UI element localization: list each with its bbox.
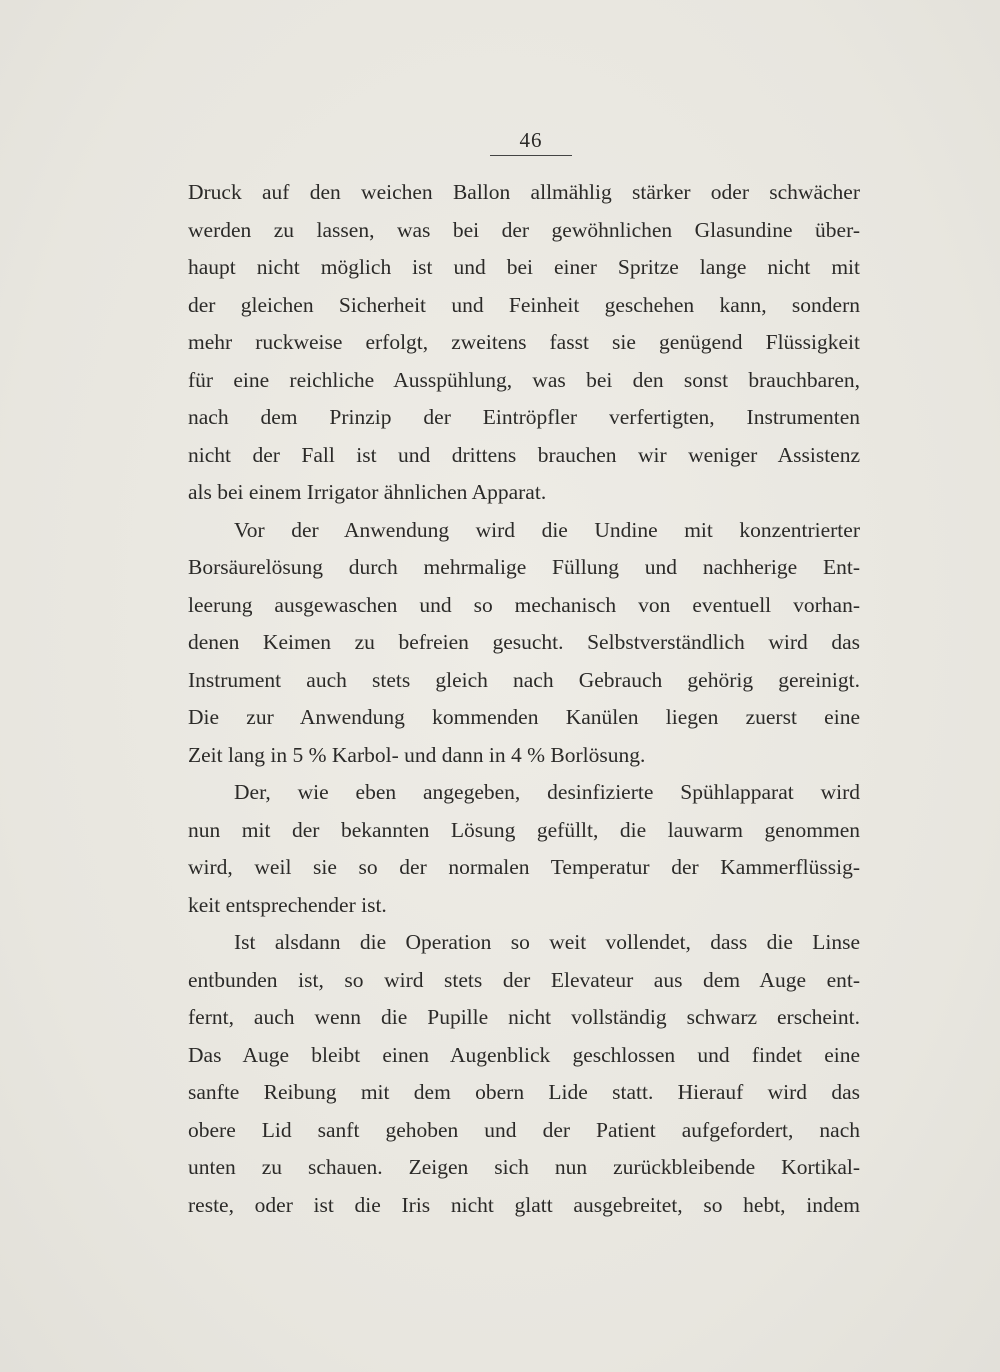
text-line: Zeit lang in 5 % Karbol- und dann in 4 % Borlösung. [188, 742, 646, 767]
text-line: der gleichen Sicherheit und Feinheit geschehen kann, sondern [188, 292, 860, 317]
text-line: Borsäurelösung durch mehrmalige Füllung und nachherige Ent- [188, 555, 860, 579]
text-line: reste, oder ist die Iris nicht glatt ausgebreitet, so hebt, indem [188, 1192, 860, 1217]
text-line: fernt, auch wenn die Pupille nicht vollständig schwarz erscheint. [188, 1005, 860, 1029]
text-line: sanfte Reibung mit dem obern Lide statt. Hierauf wird das [188, 1080, 860, 1104]
text-line: mehr ruckweise erfolgt, zweitens fasst sie genügend Flüssigkeit [188, 330, 860, 354]
text-line: haupt nicht möglich ist und bei einer Spritze lange nicht mit [188, 255, 860, 279]
text-line: Vor der Anwendung wird die Undine mit konzentrierter [234, 517, 860, 542]
text-line: Druck auf den weichen Ballon allmählig stärker oder schwächer [188, 180, 860, 204]
paragraph [188, 924, 860, 1224]
text-line: nun mit der bekannten Lösung gefüllt, die lauwarm genommen [188, 817, 860, 842]
text-line: leerung ausgewaschen und so mechanisch von eventuell vorhan- [188, 592, 860, 617]
text-line: Der, wie eben angegeben, desinfizierte Spühlapparat wird [234, 780, 860, 804]
text-line: denen Keimen zu befreien gesucht. Selbstverständlich wird das [188, 630, 860, 654]
text-line: für eine reichliche Ausspühlung, was bei den sonst brauchbaren, [188, 367, 860, 392]
text-line: entbunden ist, so wird stets der Elevateur aus dem Auge ent- [188, 967, 860, 992]
text-line: wird, weil sie so der normalen Temperatur der Kammerflüssig- [188, 855, 860, 879]
text-line: nicht der Fall ist und drittens brauchen wir weniger Assistenz [188, 442, 860, 467]
paragraph [188, 174, 860, 512]
page-number: 46 [519, 128, 543, 152]
text-line: nach dem Prinzip der Eintröpfler verfertigten, Instrumenten [188, 405, 860, 429]
text-line: obere Lid sanft gehoben und der Patient aufgefordert, nach [188, 1117, 860, 1142]
paragraph [188, 774, 860, 924]
body-text [188, 174, 860, 1224]
text-line: als bei einem Irrigator ähnlichen Apparat. [188, 480, 547, 504]
text-line: Instrument auch stets gleich nach Gebrauch gehörig gereinigt. [188, 667, 860, 692]
text-line: Die zur Anwendung kommenden Kanülen liegen zuerst eine [188, 705, 860, 729]
text-line: Ist alsdann die Operation so weit vollendet, dass die Linse [234, 930, 860, 954]
text-line: keit entsprechender ist. [188, 892, 387, 917]
text-line: werden zu lassen, was bei der gewöhnlichen Glasundine über- [188, 217, 860, 242]
paragraph [188, 512, 860, 775]
text-line: unten zu schauen. Zeigen sich nun zurückbleibende Kortikal- [188, 1155, 860, 1179]
page-number-rule [490, 155, 572, 156]
text-line: Das Auge bleibt einen Augenblick geschlossen und findet eine [188, 1042, 860, 1067]
